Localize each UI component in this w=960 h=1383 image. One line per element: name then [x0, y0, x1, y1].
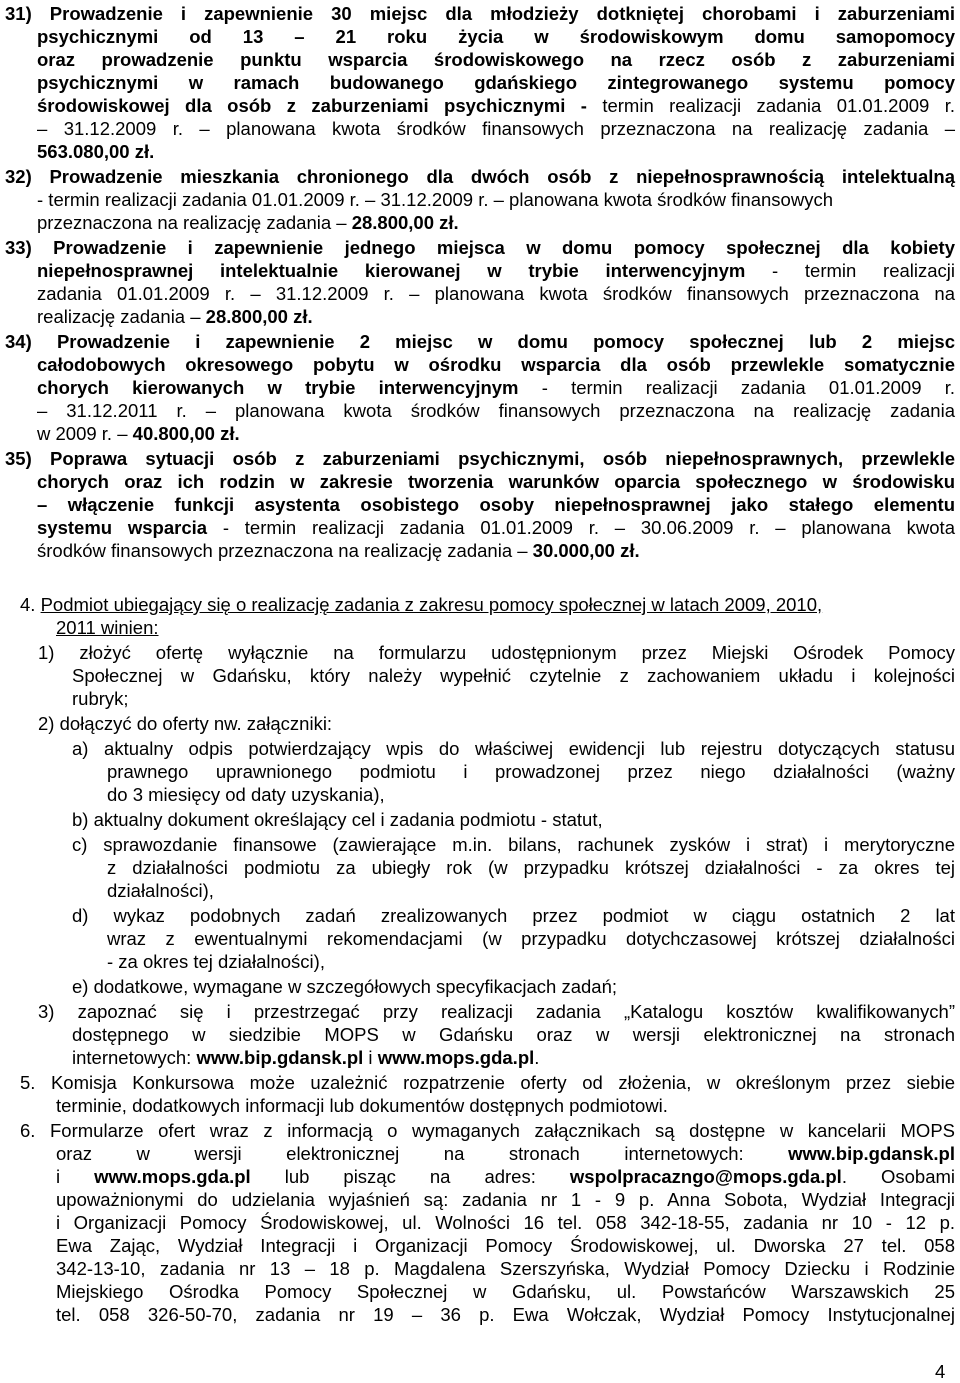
text-segment: niepełnosprawnej intelektualnie kierowanej w trybie interwencyjnym	[37, 260, 746, 281]
text-line	[5, 165, 955, 188]
text-segment: Społecznej w Gdańsku, który należy wypełnić czytelnie z zachowaniem układu i kolejności	[72, 665, 955, 686]
text-segment: - termin realizacji zadania 01.01.2009 r. – 30.06.2009 r. – planowana kwota	[207, 517, 955, 538]
text-line	[72, 808, 955, 831]
text-segment: 31)	[5, 3, 50, 24]
text-line	[37, 305, 955, 328]
text-segment: wspolpracazngo@mops.gda.pl	[569, 1166, 842, 1187]
text-line	[72, 1046, 955, 1069]
text-segment: - termin realizacji zadania 01.01.2009 r. – 31.12.2009 r. – planowana kwota środków finansowych	[37, 189, 833, 210]
text-segment: wraz z ewentualnymi rekomendacjami (w przypadku dotychczasowej krótszej działalności	[107, 928, 955, 949]
text-segment: psychicznymi w ramach budowanego gdańskiego zintegrowanego systemu pomocy	[37, 72, 955, 93]
text-line	[37, 493, 955, 516]
text-line	[37, 376, 955, 399]
text-segment: www.bip.gdansk.pl	[788, 1143, 955, 1164]
text-segment: 6. Formularze ofert wraz z informacją o wymaganych załącznikach są dostępne w kancelarii MOPS	[20, 1120, 955, 1141]
text-segment: 28.800,00 zł.	[351, 212, 459, 233]
text-segment: 30.000,00 zł.	[532, 540, 640, 561]
text-segment: Podmiot ubiegający się o realizację zadania z zakresu pomocy społecznej w latach 2009, 2010,	[40, 594, 823, 615]
text-segment: 32)	[5, 166, 50, 187]
text-segment: prawnego uprawnionego podmiotu i prowadzonej przez niego działalności (ważny	[107, 761, 955, 782]
text-line	[37, 188, 955, 211]
text-segment: www.mops.gda.pl	[94, 1166, 251, 1187]
text-segment: zadania 01.01.2009 r. – 31.12.2009 r. – planowana kwota środków finansowych przeznaczona na	[37, 283, 955, 304]
text-line	[107, 950, 955, 973]
text-line	[5, 2, 955, 25]
text-line	[37, 25, 955, 48]
page-number: 4	[935, 1361, 946, 1382]
text-line	[38, 712, 955, 735]
text-segment: tel. 058 326-50-70, zadania nr 19 – 36 p. Ewa Wołczak, Wydział Pomocy Instytucjonalnej	[56, 1304, 955, 1325]
text-segment: Prowadzenie i zapewnienie 30 miejsc dla młodzieży dotkniętej chorobami i zaburzeniami	[49, 3, 955, 24]
text-segment: a) aktualny odpis potwierdzający wpis do właściwej ewidencji lub rejestru dotyczących statusu	[72, 738, 955, 759]
text-segment: 33)	[5, 237, 54, 258]
text-segment: oraz w wersji elektronicznej na stronach internetowych:	[56, 1143, 789, 1164]
text-segment: przeznaczona na realizację zadania –	[37, 212, 352, 233]
text-line	[37, 516, 955, 539]
text-line	[37, 211, 955, 234]
text-segment: e) dodatkowe, wymagane w szczegółowych specyfikacjach zadań;	[72, 976, 618, 997]
text-segment: d) wykaz podobnych zadań zrealizowanych przez podmiot w ciągu ostatnich 2 lat	[72, 905, 955, 926]
text-line	[37, 353, 955, 376]
text-line	[38, 641, 955, 664]
text-line	[56, 1094, 955, 1117]
text-line	[37, 282, 955, 305]
text-line	[72, 664, 955, 687]
text-segment: termin realizacji zadania 01.01.2009 r.	[602, 95, 955, 116]
text-segment: Ewa Zając, Wydział Integracji i Organizacji Pomocy Środowiskowej, ul. Dworska 27 tel. 058	[56, 1235, 955, 1256]
text-line	[107, 856, 955, 879]
text-segment: www.bip.gdansk.pl	[196, 1047, 364, 1068]
text-line	[5, 330, 955, 353]
text-segment: 3) zapoznać się i przestrzegać przy realizacji zadania „Katalogu kosztów kwalifikowanych”	[38, 1001, 955, 1022]
text-line	[37, 539, 955, 562]
text-segment: do 3 miesięcy od daty uzyskania),	[107, 784, 385, 805]
text-line	[107, 760, 955, 783]
text-segment: – 31.12.2011 r. – planowana kwota środków finansowych przeznaczona na realizację zadania	[37, 400, 955, 421]
text-segment: Prowadzenie i zapewnienie 2 miejsc w domu pomocy społecznej lub 2 miejsc	[56, 331, 955, 352]
text-segment: Miejskiego Ośrodka Pomocy Społecznej w Gdańsku, ul. Powstańców Warszawskich 25	[56, 1281, 955, 1302]
text-line	[56, 1165, 955, 1188]
text-segment: – 31.12.2009 r. – planowana kwota środków finansowych przeznaczona na realizację zadania –	[37, 118, 955, 139]
text-line	[72, 737, 955, 760]
text-line	[37, 422, 955, 445]
text-segment: i Organizacji Pomocy Środowiskowej, ul. Wolności 16 tel. 058 342-18-55, zadania nr 10 - 12 p.	[56, 1212, 955, 1233]
text-line	[72, 687, 955, 710]
text-segment: Prowadzenie i zapewnienie jednego miejsca w domu pomocy społecznej dla kobiety	[53, 237, 955, 258]
text-segment: 28.800,00 zł.	[205, 306, 313, 327]
text-segment: 40.800,00 zł.	[132, 423, 240, 444]
text-segment: 5. Komisja Konkursowa może uzależnić rozpatrzenie oferty od złożenia, w określonym przez siebie	[20, 1072, 955, 1093]
text-segment: terminie, dodatkowych informacji lub dokumentów dostępnych podmiotowi.	[56, 1095, 668, 1116]
text-segment: 563.080,00 zł.	[37, 141, 155, 162]
text-segment: 34)	[5, 331, 57, 352]
text-segment: lub pisząc na adres:	[250, 1166, 570, 1187]
text-line	[38, 1000, 955, 1023]
text-segment: realizację zadania –	[37, 306, 206, 327]
text-segment: i	[363, 1047, 378, 1068]
text-segment: upoważnionymi do udzielania wyjaśnień są: zadania nr 1 - 9 p. Anna Sobota, Wydział Integracji	[56, 1189, 955, 1210]
text-line	[107, 927, 955, 950]
text-line	[37, 117, 955, 140]
text-segment: w 2009 r. –	[37, 423, 133, 444]
text-line	[72, 975, 955, 998]
text-segment: dostępnego w siedzibie MOPS w Gdańsku oraz w wersji elektronicznej na stronach	[72, 1024, 955, 1045]
text-segment: 2011 winien:	[56, 617, 159, 638]
text-line	[20, 1071, 955, 1094]
text-segment: chorych oraz ich rodzin w zakresie tworzenia warunków oparcia społecznego w środowisku	[37, 471, 955, 492]
text-segment: środków finansowych przeznaczona na realizację zadania –	[37, 540, 533, 561]
text-segment: www.mops.gda.pl	[377, 1047, 535, 1068]
text-segment: systemu wsparcia	[37, 517, 208, 538]
text-segment: 342-13-10, zadania nr 13 – 18 p. Magdalena Szerszyńska, Wydział Pomocy Dziecku i Rodzinie	[56, 1258, 955, 1279]
text-line	[56, 1257, 955, 1280]
text-line	[37, 140, 955, 163]
text-line	[37, 259, 955, 282]
text-segment: Poprawa sytuacji osób z zaburzeniami psychicznymi, osób niepełnosprawnych, przewlekle	[50, 448, 955, 469]
text-line	[56, 1234, 955, 1257]
text-segment: 1) złożyć ofertę wyłącznie na formularzu udostępnionym przez Miejski Ośrodek Pomocy	[38, 642, 955, 663]
text-segment: całodobowych okresowego pobytu w ośrodku wsparcia dla osób przewlekle somatycznie	[37, 354, 955, 375]
text-line	[20, 1119, 955, 1142]
text-line	[56, 1303, 955, 1326]
text-segment: c) sprawozdanie finansowe (zawierające m.in. bilans, rachunek zysków i strat) i merytoryczne	[72, 834, 955, 855]
text-line	[56, 1188, 955, 1211]
text-line	[37, 48, 955, 71]
text-segment: i	[56, 1166, 95, 1187]
text-line	[107, 783, 955, 806]
text-line	[5, 447, 955, 470]
text-segment: działalności),	[107, 880, 214, 901]
text-segment: 2) dołączyć do oferty nw. załączniki:	[38, 713, 333, 734]
text-segment: internetowych:	[72, 1047, 197, 1068]
text-line	[37, 71, 955, 94]
text-line	[56, 1211, 955, 1234]
text-segment: . Osobami	[841, 1166, 956, 1187]
text-segment: Prowadzenie mieszkania chronionego dla dwóch osób z niepełnosprawnością intelektualną	[49, 166, 956, 187]
text-segment: – włączenie funkcji asystenta osobistego osoby niepełnosprawnej jako stałego elementu	[37, 494, 955, 515]
text-line	[56, 1142, 955, 1165]
text-line	[107, 879, 955, 902]
text-line	[20, 593, 955, 616]
text-segment: - termin realizacji	[745, 260, 955, 281]
text-segment: b) aktualny dokument określający cel i zadania podmiotu - statut,	[72, 809, 603, 830]
text-line	[56, 616, 955, 639]
text-segment: - za okres tej działalności),	[107, 951, 325, 972]
text-segment: rubryk;	[72, 688, 129, 709]
text-segment: - termin realizacji zadania 01.01.2009 r.	[518, 377, 955, 398]
text-line	[37, 399, 955, 422]
text-segment: 35)	[5, 448, 51, 469]
text-segment: chorych kierowanych w trybie interwencyjnym	[37, 377, 519, 398]
text-segment: .	[534, 1047, 540, 1068]
text-line	[5, 236, 955, 259]
text-segment: środowiskowej dla osób z zaburzeniami psychicznymi -	[37, 95, 603, 116]
text-line	[72, 904, 955, 927]
text-line	[56, 1280, 955, 1303]
text-segment: oraz prowadzenie punktu wsparcia środowiskowego na rzecz osób z zaburzeniami	[37, 49, 955, 70]
text-line	[37, 470, 955, 493]
text-segment: psychicznymi od 13 – 21 roku życia w środowiskowym domu samopomocy	[37, 26, 955, 47]
text-line	[37, 94, 955, 117]
text-segment: 4.	[20, 594, 41, 615]
text-line	[72, 833, 955, 856]
text-line	[72, 1023, 955, 1046]
text-segment: z działalności podmiotu za ubiegły rok (w przypadku krótszej działalności - za okres tej	[107, 857, 955, 878]
